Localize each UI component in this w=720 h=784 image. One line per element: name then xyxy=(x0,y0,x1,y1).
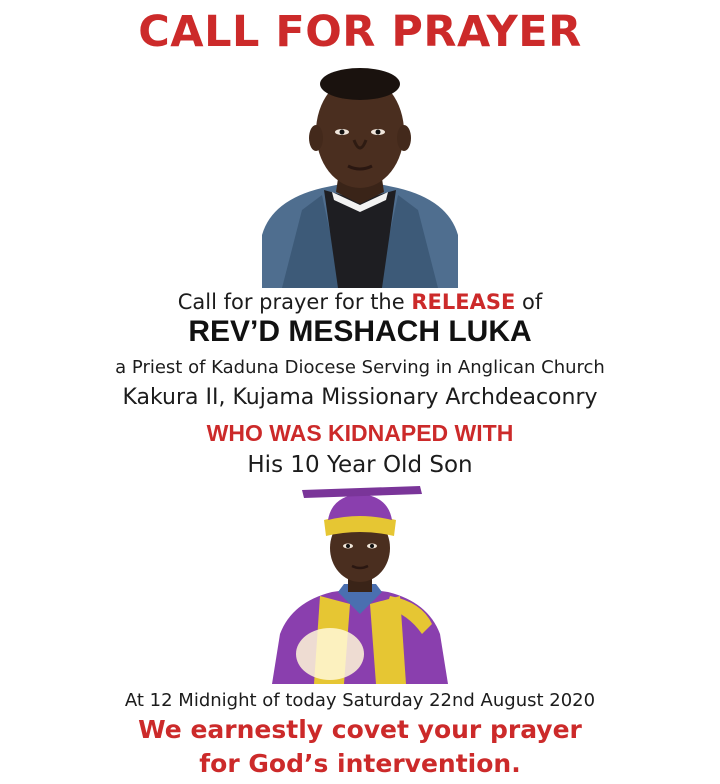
priest-name: REV’D MESHACH LUKA xyxy=(188,315,532,348)
son-line: His 10 Year Old Son xyxy=(247,452,473,478)
role-line: a Priest of Kaduna Diocese Serving in Anglican Church xyxy=(115,357,605,378)
location-line: Kakura II, Kujama Missionary Archdeaconry xyxy=(122,385,598,410)
intro-highlight: RELEASE xyxy=(411,290,516,314)
appeal-line-2: for God’s intervention. xyxy=(199,749,521,778)
intro-line xyxy=(0,288,720,316)
son-photo xyxy=(272,484,448,684)
intro-prefix: Call for prayer for the xyxy=(177,290,405,314)
priest-portrait-illustration xyxy=(262,60,458,288)
son-portrait-illustration xyxy=(272,484,448,684)
appeal-line-1: We earnestly covet your prayer xyxy=(138,715,582,744)
intro-suffix: of xyxy=(522,290,543,314)
kidnapped-line: WHO WAS KIDNAPED WITH xyxy=(206,420,514,446)
priest-photo xyxy=(262,60,458,288)
time-line: At 12 Midnight of today Saturday 22nd August 2020 xyxy=(124,690,596,711)
poster-title: CALL FOR PRAYER xyxy=(138,7,582,57)
